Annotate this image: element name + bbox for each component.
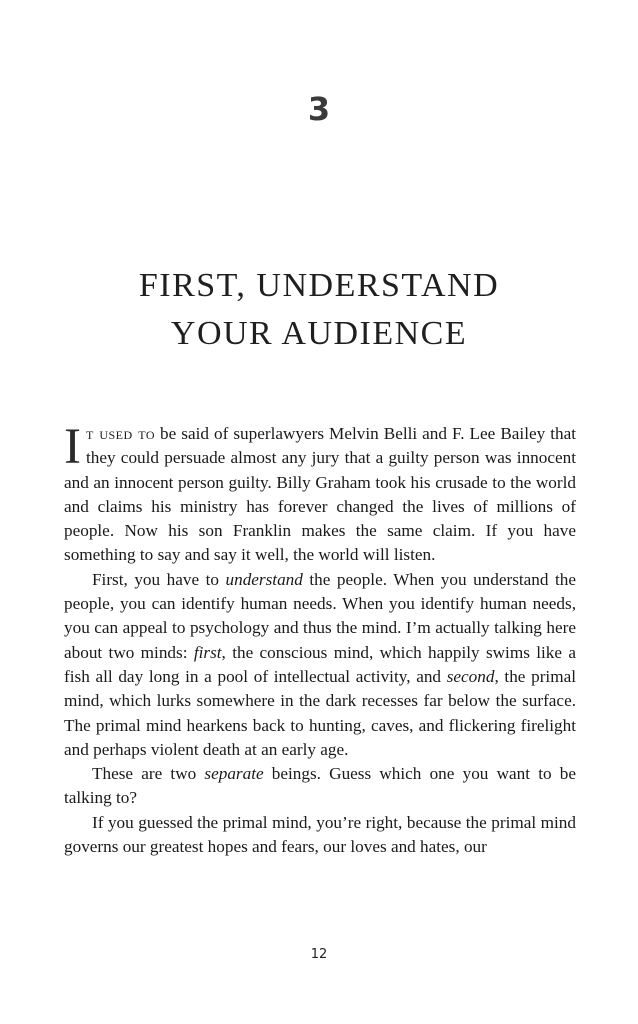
paragraph-4-text: If you guessed the primal mind, you’re right, because the primal mind governs our greatest hopes and fears, our loves and hates, our (64, 812, 576, 857)
lead-small-caps: t used to (85, 424, 155, 443)
emphasis-understand: understand (225, 569, 303, 589)
paragraph-2 (64, 568, 576, 762)
drop-cap: I (64, 419, 81, 475)
chapter-title (0, 262, 638, 358)
paragraph-2-text-b: the people. When you understand the people, you can identify human needs. When you identify human needs, you can appeal to psychology and thus the mind. I’m actually talking here about two minds: (64, 569, 576, 662)
emphasis-first: first (193, 642, 222, 662)
paragraph-4 (64, 811, 576, 860)
chapter-title-line-1: FIRST, UNDERSTAND (138, 267, 500, 304)
paragraph-1-text: be said of superlawyers Melvin Belli and F. Lee Bailey that they could persuade almost any jury that a guilty person was innocent and an innocent person guilty. Billy Graham took his crusade to the world and claims his ministry has forever changed the lives of millions of people. Now his son Franklin makes the same claim. If you have something to say and say it well, the world will listen. (64, 424, 576, 565)
page-number: 12 (310, 947, 328, 962)
paragraph-2-text-d: , the primal mind, which lurks somewhere in the dark recesses far below the surface. The primal mind hearkens back to hunting, caves, and flickering firelight and perhaps violent death at an early age. (64, 666, 576, 759)
chapter-title-line-2: YOUR AUDIENCE (170, 315, 468, 352)
paragraph-3 (64, 762, 576, 811)
paragraph-3-text-b: beings. Guess which one you want to be talking to? (64, 764, 576, 808)
emphasis-second: second (446, 666, 495, 686)
paragraph-2-text-a: First, you have to (92, 569, 226, 589)
emphasis-separate: separate (204, 764, 264, 784)
paragraph-2-text-c: , the conscious mind, which happily swims like a fish all day long in a pool of intellectual activity, and (64, 642, 577, 686)
paragraph-3-text-a: These are two (92, 764, 205, 784)
body-text (64, 419, 577, 859)
chapter-number: 3 (307, 90, 331, 128)
paragraph-1 (64, 419, 576, 568)
